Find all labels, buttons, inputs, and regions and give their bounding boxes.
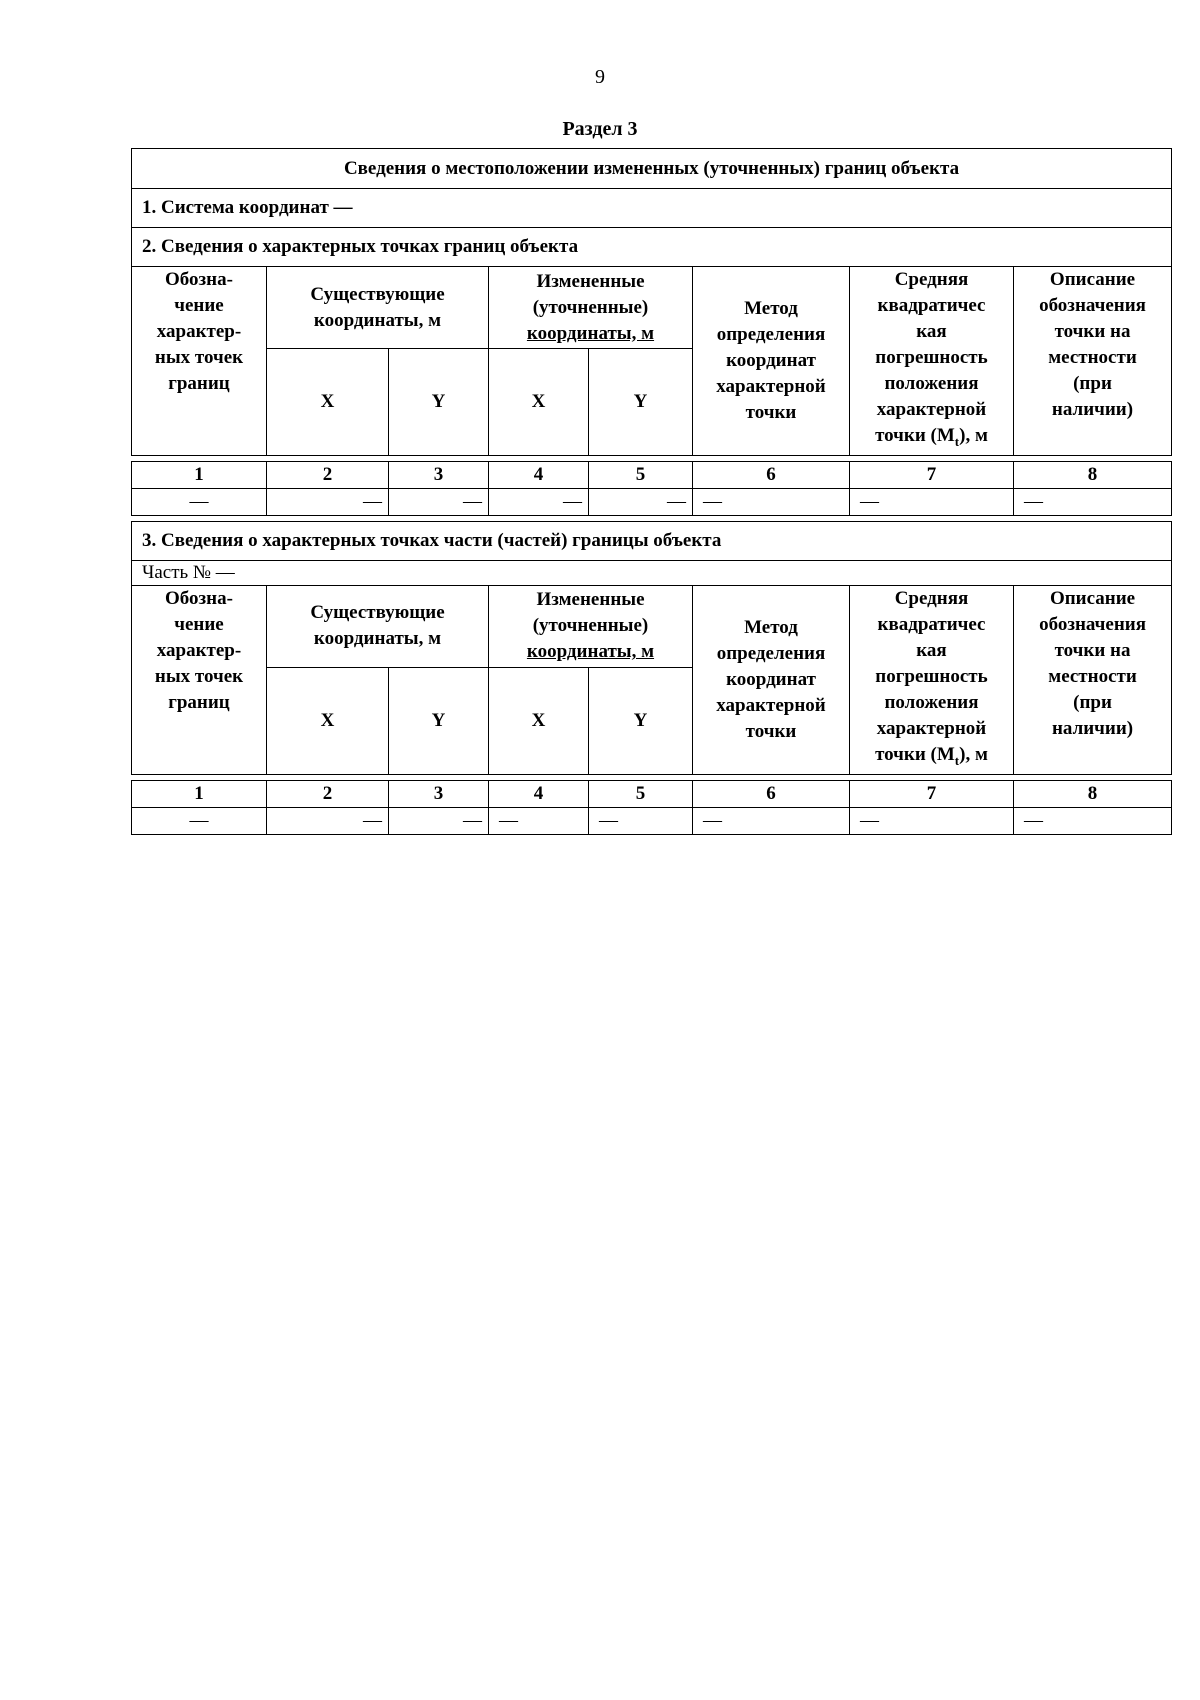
changed-y-header: Y [589,668,693,774]
col-method-header: Метод определения координат характерной точки [693,267,850,456]
existing-y-header: Y [389,668,489,774]
column-number: 8 [1014,461,1172,488]
column-number: 7 [850,461,1014,488]
table-cell: — [267,488,389,515]
table-cell: — [1014,488,1172,515]
col-designation-header: Обозна- чение характер- ных точек границ [132,267,267,456]
table-cell: — [389,807,489,834]
page-number: 9 [595,66,605,88]
existing-x-header: X [267,349,389,455]
table-cell: — [1014,807,1172,834]
part2-title: 2. Сведения о характерных точках границ объекта [132,228,1172,267]
col-error-header: Средняя квадратичес кая погрешность положения характерной точки $(M_t)$, м [850,267,1014,456]
column-number: 2 [267,780,389,807]
part-number: Часть № — [132,560,1172,585]
column-number: 7 [850,780,1014,807]
col-description-header: Описание обозначения точки на местности (при наличии) [1014,585,1172,774]
table-title: Сведения о местоположении измененных (уточненных) границ объекта [132,149,1172,189]
table-cell: — [132,807,267,834]
section-title: Раздел 3 [562,118,638,140]
col-designation-header: Обозна- чение характер- ных точек границ [132,585,267,774]
column-number: 6 [693,780,850,807]
changed-x-header: X [489,349,589,455]
table-cell: — [489,488,589,515]
table-cell: — [850,488,1014,515]
table-cell: — [693,488,850,515]
column-number: 8 [1014,780,1172,807]
col-existing-header: Существующие координаты, м [267,267,489,349]
column-number: 3 [389,780,489,807]
existing-x-header: X [267,668,389,774]
column-number: 4 [489,780,589,807]
table-row [132,807,1172,834]
existing-y-header: Y [389,349,489,455]
column-number: 5 [589,780,693,807]
col-description-header: Описание обозначения точки на местности (при наличии) [1014,267,1172,456]
column-number: 3 [389,461,489,488]
coordinate-system: 1. Система координат — [132,189,1172,228]
table-cell: — [489,807,589,834]
changed-y-header: Y [589,349,693,455]
column-number: 5 [589,461,693,488]
col-changed-header: Измененные (уточненные) координаты, м [489,585,693,667]
document-body [131,148,1171,835]
col-method-header: Метод определения координат характерной точки [693,585,850,774]
table-cell: — [267,807,389,834]
changed-x-header: X [489,668,589,774]
column-number: 1 [132,780,267,807]
part3-title: 3. Сведения о характерных точках части (частей) границы объекта [132,521,1172,560]
part-boundary-points-table [131,521,1172,835]
boundary-points-table [131,148,1172,516]
table-cell: — [589,488,693,515]
column-number: 6 [693,461,850,488]
col-existing-header: Существующие координаты, м [267,585,489,667]
table-cell: — [132,488,267,515]
col-error-header: Средняя квадратичес кая погрешность положения характерной точки $(M_t)$, м [850,585,1014,774]
col-changed-header: Измененные (уточненные) координаты, м [489,267,693,349]
table-cell: — [850,807,1014,834]
column-number-row [132,780,1172,807]
column-number: 1 [132,461,267,488]
table-cell: — [693,807,850,834]
column-number: 4 [489,461,589,488]
column-number-row [132,461,1172,488]
column-number: 2 [267,461,389,488]
table-cell: — [389,488,489,515]
table-row [132,488,1172,515]
table-cell: — [589,807,693,834]
